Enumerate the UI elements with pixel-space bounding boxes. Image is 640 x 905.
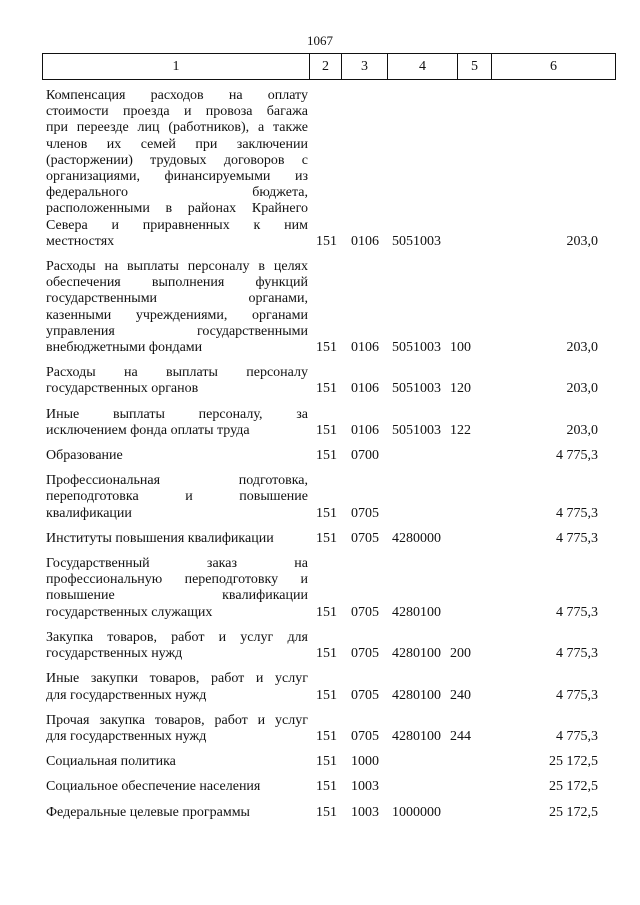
cell-c4: 4280100 [392,604,441,620]
description-line: местностях [46,233,115,249]
table-row [0,448,640,464]
cell-c2: 151 [316,448,337,464]
cell-c4: 5051003 [392,233,441,249]
description-line: государственных служащих [46,604,213,620]
cell-c5: 200 [450,646,471,662]
cell-c2: 151 [316,754,337,770]
description-line: Закупка товаров, работ и услуг для [46,629,308,645]
table-row [0,630,640,662]
row-description [46,671,308,703]
cell-c6: 203,0 [566,381,598,397]
cell-c3: 0705 [351,728,379,744]
cell-c4: 4280100 [392,646,441,662]
row-description [46,473,308,522]
cell-c6: 4 775,3 [556,687,598,703]
cell-c6: 25 172,5 [549,779,598,795]
cell-c3: 0705 [351,604,379,620]
cell-c6: 203,0 [566,422,598,438]
cell-c6: 4 775,3 [556,728,598,744]
description-line: членов их семей при заключении [46,136,308,152]
description-line: Прочая закупка товаров, работ и услуг [46,712,308,728]
cell-c6: 203,0 [566,340,598,356]
cell-c2: 151 [316,505,337,521]
table-row [0,365,640,397]
description-line: профессиональную переподготовку и [46,572,308,588]
cell-c2: 151 [316,779,337,795]
description-line: Государственный заказ на [46,556,308,572]
cell-c3: 0106 [351,381,379,397]
cell-c6: 25 172,5 [549,754,598,770]
description-line: Профессиональная подготовка, [46,473,308,489]
cell-c2: 151 [316,728,337,744]
row-description [46,556,308,621]
description-line: Расходы на выплаты персоналу [46,365,308,381]
cell-c6: 4 775,3 [556,530,598,546]
cell-c3: 0106 [351,340,379,356]
description-line: государственных органов [46,381,199,397]
row-description [46,754,308,770]
cell-c6: 4 775,3 [556,505,598,521]
description-line: (расторжении) трудовых договоров с [46,152,308,168]
description-line: Компенсация расходов на оплату [46,88,308,103]
cell-c4: 5051003 [392,381,441,397]
row-description [46,88,308,250]
description-line: Образование [46,448,123,464]
table-row [0,407,640,439]
row-description [46,407,308,439]
cell-c5: 244 [450,728,471,744]
description-line: Институты повышения квалификации [46,530,274,546]
header-col-2: 2 [310,54,342,80]
table-row [0,779,640,795]
table-row [0,556,640,621]
description-line: расположенными в районах Крайнего [46,201,308,217]
row-description [46,779,308,795]
cell-c2: 151 [316,687,337,703]
table-row [0,531,640,547]
description-line: организациями, финансируемыми из [46,169,308,185]
cell-c2: 151 [316,233,337,249]
table-row [0,754,640,770]
cell-c4: 5051003 [392,340,441,356]
row-description [46,630,308,662]
description-line: квалификации [46,505,132,521]
description-line: казенными учреждениями, органами [46,307,308,323]
description-line: управления государственными [46,323,308,339]
row-description [46,365,308,397]
description-line: внебюджетными фондами [46,340,203,356]
cell-c6: 4 775,3 [556,604,598,620]
description-line: Севера и приравненных к ним [46,217,308,233]
cell-c2: 151 [316,646,337,662]
cell-c3: 0700 [351,448,379,464]
description-line: Социальная политика [46,754,176,770]
table-row [0,88,640,250]
description-line: федерального бюджета, [46,185,308,201]
description-line: государственными органами, [46,291,308,307]
header-col-3: 3 [342,54,388,80]
header-col-4: 4 [388,54,458,80]
cell-c3: 0705 [351,505,379,521]
description-line: Федеральные целевые программы [46,804,250,820]
table-row [0,473,640,522]
description-line: Иные закупки товаров, работ и услуг [46,671,308,687]
cell-c2: 151 [316,530,337,546]
table-header [42,53,616,80]
table-body [0,88,640,830]
table-row [0,805,640,821]
cell-c4: 5051003 [392,422,441,438]
description-line: Расходы на выплаты персоналу в целях [46,259,308,275]
description-line: исключением фонда оплаты труда [46,422,250,438]
cell-c4: 4280100 [392,728,441,744]
cell-c2: 151 [316,381,337,397]
cell-c6: 203,0 [566,233,598,249]
description-line: для государственных нужд [46,687,207,703]
cell-c3: 0705 [351,646,379,662]
cell-c2: 151 [316,340,337,356]
cell-c6: 25 172,5 [549,804,598,820]
cell-c6: 4 775,3 [556,448,598,464]
description-line: переподготовка и повышение [46,489,308,505]
cell-c4: 4280100 [392,687,441,703]
cell-c6: 4 775,3 [556,646,598,662]
cell-c3: 1003 [351,779,379,795]
description-line: государственных нужд [46,646,183,662]
description-line: при переезде лиц (работников), а также [46,120,308,136]
page-number: 1067 [307,33,333,48]
row-description [46,531,308,547]
cell-c3: 0106 [351,422,379,438]
cell-c5: 120 [450,381,471,397]
cell-c5: 240 [450,687,471,703]
description-line: для государственных нужд [46,728,207,744]
description-line: стоимости проезда и провоза багажа [46,104,308,120]
row-description [46,805,308,821]
row-description [46,259,308,356]
description-line: обеспечения выполнения функций [46,275,308,291]
table-row [0,671,640,703]
cell-c5: 100 [450,340,471,356]
cell-c3: 1000 [351,754,379,770]
table-row [0,713,640,745]
cell-c4: 4280000 [392,530,441,546]
cell-c4: 1000000 [392,804,441,820]
row-description [46,713,308,745]
header-col-5: 5 [458,54,492,80]
cell-c2: 151 [316,604,337,620]
table-row [0,259,640,356]
cell-c3: 0705 [351,530,379,546]
description-line: Иные выплаты персоналу, за [46,406,308,422]
cell-c3: 0705 [351,687,379,703]
row-description [46,448,308,464]
cell-c2: 151 [316,422,337,438]
header-col-1: 1 [43,54,310,80]
cell-c3: 0106 [351,233,379,249]
header-col-6: 6 [492,54,616,80]
description-line: Социальное обеспечение населения [46,779,261,795]
description-line: повышение квалификации [46,588,308,604]
cell-c2: 151 [316,804,337,820]
cell-c5: 122 [450,422,471,438]
cell-c3: 1003 [351,804,379,820]
